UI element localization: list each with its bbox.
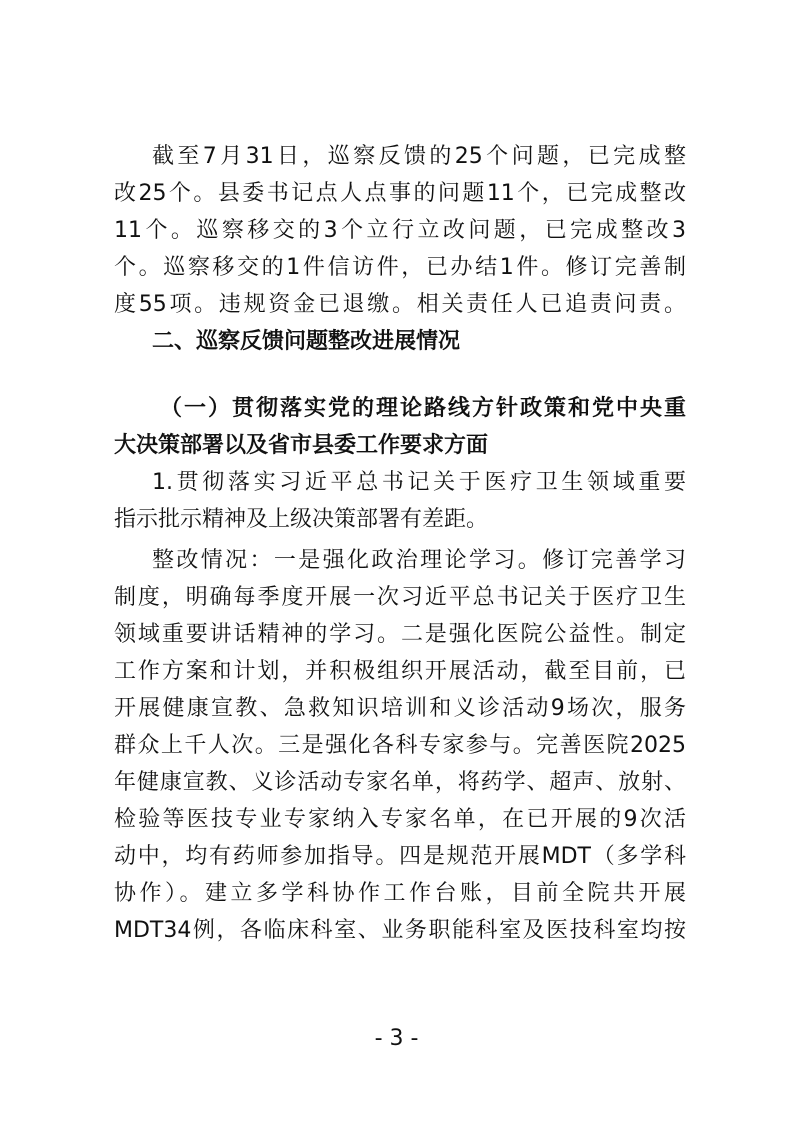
text-line: 群众上千人次。三是强化各科专家参与。完善医院2025 [114,733,686,758]
text-line: 截至7月31日，巡察反馈的25个问题，已完成整 [152,144,686,169]
text-line: 协作）。建立多学科协作工作台账，目前全院共开展 [114,881,686,906]
text-line: 个。巡察移交的1件信访件，已办结1件。修订完善制 [114,255,686,280]
page-number: - 3 - [374,1026,419,1051]
subsection-heading [114,390,686,464]
issue-paragraph [114,464,686,538]
text-line: 工作方案和计划，并积极组织开展活动，截至目前，已 [114,659,686,684]
heading-text: 二、巡察反馈问题整改进展情况 [152,329,461,354]
summary-paragraph [114,138,686,323]
text-line: 度55项。违规资金已退缴。相关责任人已追责问责。 [114,292,686,317]
text-line: 改25个。县委书记点人点事的问题11个，已完成整改 [114,181,686,206]
text-line: MDT34例，各临床科室、业务职能科室及医技科室均按 [114,918,686,943]
text-line: 开展健康宣教、急救知识培训和义诊活动9场次，服务 [114,696,686,721]
section-heading [114,323,686,360]
text-line: 指示批示精神及上级决策部署有差距。 [114,507,489,532]
text-line: 动中，均有药师参加指导。四是规范开展MDT（多学科 [114,844,686,869]
text-line: 领域重要讲话精神的学习。二是强化医院公益性。制定 [114,622,686,647]
rectification-paragraph [114,542,686,949]
text-line: 11个。巡察移交的3个立行立改问题，已完成整改3 [114,218,686,243]
text-line: 1.贯彻落实习近平总书记关于医疗卫生领域重要 [152,470,686,495]
text-line: 检验等医技专业专家纳入专家名单，在已开展的9次活 [114,807,686,832]
document-page [114,138,686,949]
subheading-line: 大决策部署以及省市县委工作要求方面 [114,433,489,458]
text-line: 整改情况：一是强化政治理论学习。修订完善学习 [152,548,686,573]
subheading-line: （一）贯彻落实党的理论路线方针政策和党中央重 [160,396,686,421]
text-line: 年健康宣教、义诊活动专家名单，将药学、超声、放射、 [114,770,686,795]
text-line: 制度，明确每季度开展一次习近平总书记关于医疗卫生 [114,585,686,610]
